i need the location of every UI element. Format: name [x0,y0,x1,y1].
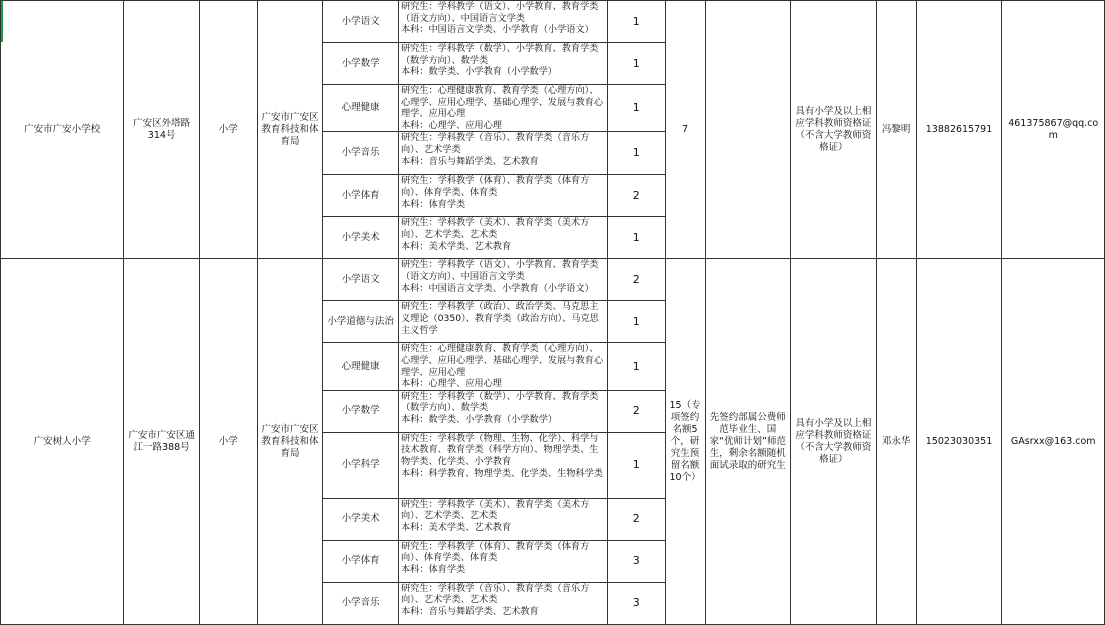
post-subject: 小学语文 [323,259,399,301]
requirement-line: 本科：美术学类、艺术教育 [400,521,512,533]
requirement-line: 研究生：学科教学（美术）、教育学类（美术方向）、艺术学类、艺术类 [400,217,590,240]
requirement-line: 研究生：学科教学（政治）、政治学类、马克思主义理论（0350）、教育学类（政治方向）、马克思主义哲学 [400,301,599,336]
requirement-line: 研究生：学科教学（音乐）、教育学类（音乐方向）、艺术学类 [400,132,590,155]
school-name: 广安树人小学 [1,259,124,624]
requirement-line: 研究生：学科教学（物理、生物、化学）、科学与技术教育、教育学类（科学方向）、物理学类、生物学类、化学类、小学教育 [400,432,599,467]
requirement-line: 本科：美术学类、艺术教育 [400,240,512,252]
post-requirements [398,85,607,132]
post-requirements [398,175,607,217]
post-subject: 小学音乐 [323,582,399,624]
school-total: 15（专项签约名额5个，研究生预留名额10个） [665,259,705,624]
school-phone: 13882615791 [916,1,1002,259]
post-subject: 小学道德与法治 [323,301,399,343]
table-row [1,259,1105,301]
requirement-line: 本科：心理学、应用心理 [400,378,502,390]
post-count: 1 [607,1,665,43]
school-authority: 广安市广安区教育科技和体育局 [257,259,323,624]
school-email: 461375867@qq.com [1002,1,1105,259]
post-subject: 小学美术 [323,217,399,259]
post-requirements [398,432,607,498]
requirement-line: 本科：科学教育、物理学类、化学类、生物科学类 [400,467,604,479]
post-requirements [398,390,607,432]
post-subject: 小学美术 [323,498,399,540]
requirement-line: 本科：体育学类 [400,198,466,210]
school-total: 7 [665,1,705,259]
requirement-line: 研究生：学科教学（数学）、小学教育、教育学类（数学方向）、数学类 [400,390,599,414]
post-subject: 小学科学 [323,432,399,498]
post-requirements [398,132,607,175]
requirement-line: 研究生：学科教学（体育）、教育学类（体育方向）、体育学类、体育类 [400,540,590,564]
table-row [1,1,1105,43]
requirement-line: 本科：数学类、小学教育（小学数学） [400,413,558,425]
requirement-line: 研究生：学科教学（体育）、教育学类（体育方向）、体育学类、体育类 [400,175,590,198]
school-email: GAsrxx@163.com [1002,259,1105,624]
school-address: 广安区外塔路314号 [124,1,200,259]
school-name: 广安市广安小学校 [1,1,124,259]
table-body [1,1,1105,625]
school-notes: 先签约部属公费师范毕业生、国家“优师计划”师范生，剩余名额随机面试录取的研究生 [705,259,791,624]
post-subject: 小学语文 [323,1,399,43]
post-count: 1 [607,301,665,343]
school-contact: 冯黎明 [876,1,916,259]
requirement-line: 本科：音乐与舞蹈学类、艺术教育 [400,155,539,167]
requirement-line: 研究生：心理健康教育、教育学类（心理方向）、心理学、应用心理学、基础心理学、发展与教育心理学、应用心理 [400,85,604,120]
post-count: 1 [607,217,665,259]
post-count: 1 [607,43,665,85]
post-subject: 心理健康 [323,343,399,390]
post-requirements [398,343,607,390]
school-qualification: 具有小学及以上相应学科教师资格证（不含大学教师资格证） [791,1,877,259]
post-count: 2 [607,259,665,301]
post-requirements [398,43,607,85]
requirement-line: 研究生：学科教学（语文）、小学教育、教育学类（语文方向）、中国语言文学类 [400,1,599,24]
school-stage: 小学 [199,1,257,259]
school-notes [705,1,791,259]
post-subject: 小学体育 [323,175,399,217]
post-count: 2 [607,498,665,540]
requirement-line: 研究生：学科教学（音乐）、教育学类（音乐方向）、艺术学类、艺术类 [400,582,590,606]
requirement-line: 本科：中国语言文学类、小学教育（小学语文） [400,282,594,294]
requirement-line: 本科：中国语言文学类、小学教育（小学语文） [400,24,594,36]
school-stage: 小学 [199,259,257,624]
post-requirements [398,217,607,259]
requirement-line: 研究生：学科教学（语文）、小学教育、教育学类（语文方向）、中国语言文学类 [400,259,599,282]
post-count: 2 [607,175,665,217]
post-subject: 心理健康 [323,85,399,132]
requirement-line: 本科：音乐与舞蹈学类、艺术教育 [400,605,539,617]
post-requirements [398,582,607,624]
school-contact: 邓永华 [876,259,916,624]
post-count: 1 [607,343,665,390]
post-subject: 小学数学 [323,43,399,85]
post-requirements [398,498,607,540]
requirement-line: 研究生：心理健康教育、教育学类（心理方向）、心理学、应用心理学、基础心理学、发展与教育心理学、应用心理 [400,343,604,378]
post-requirements [398,540,607,582]
post-count: 3 [607,540,665,582]
school-authority: 广安市广安区教育科技和体育局 [257,1,323,259]
post-count: 1 [607,432,665,498]
requirement-line: 本科：数学类、小学教育（小学数学） [400,66,558,78]
school-qualification: 具有小学及以上相应学科教师资格证（不含大学教师资格证） [791,259,877,624]
post-subject: 小学体育 [323,540,399,582]
post-requirements [398,259,607,301]
post-count: 1 [607,132,665,175]
post-count: 1 [607,85,665,132]
post-subject: 小学音乐 [323,132,399,175]
post-count: 2 [607,390,665,432]
requirement-line: 本科：心理学、应用心理 [400,119,502,131]
school-address: 广安市广安区通江一路388号 [124,259,200,624]
requirement-line: 研究生：学科教学（美术）、教育学类（美术方向）、艺术学类、艺术类 [400,498,590,522]
requirement-line: 研究生：学科教学（数学）、小学教育、教育学类（数学方向）、数学类 [400,43,599,66]
school-phone: 15023030351 [916,259,1002,624]
post-count: 3 [607,582,665,624]
requirement-line: 本科：体育学类 [400,563,466,575]
post-requirements [398,301,607,343]
post-requirements [398,1,607,43]
post-subject: 小学数学 [323,390,399,432]
